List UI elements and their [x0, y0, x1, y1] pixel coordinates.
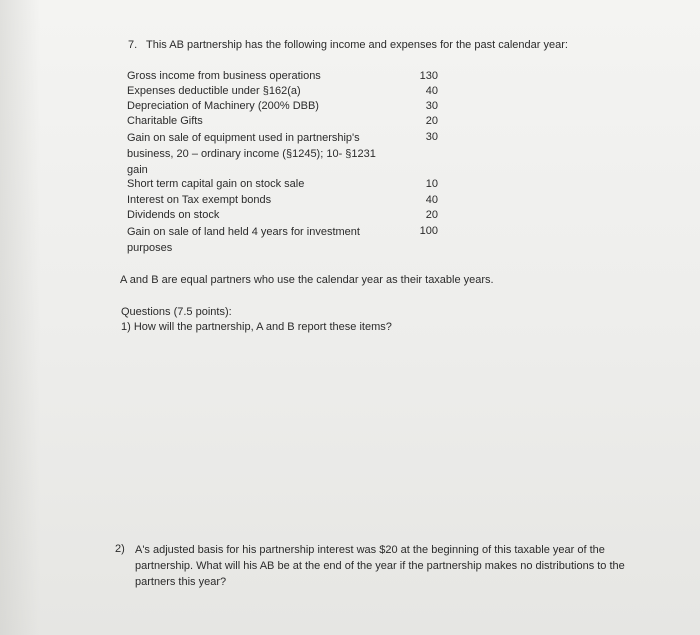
question-2: A's adjusted basis for his partnership interest was $20 at the beginning of this taxable year of the partnership. What will his AB be at the end of the year if the partnership makes no distributions to the partners this year?: [135, 544, 625, 588]
item-amount: 100: [419, 225, 438, 237]
item-amount: 20: [425, 115, 438, 127]
item-amount: 30: [425, 131, 438, 143]
question-number: 7.: [128, 39, 138, 51]
question-1: 1) How will the partnership, A and B report these items?: [121, 321, 392, 333]
item-label: Gain on sale of land held 4 years for investment purposes: [127, 226, 360, 254]
partners-note: A and B are equal partners who use the calendar year as their taxable years.: [120, 274, 494, 286]
item-amount: 40: [425, 85, 438, 97]
item-amount: 40: [425, 194, 438, 206]
item-label: Charitable Gifts: [127, 115, 203, 127]
item-label: Dividends on stock: [127, 209, 220, 221]
questions-heading: Questions (7.5 points):: [121, 306, 232, 318]
item-amount: 20: [425, 209, 438, 221]
item-label: Gross income from business operations: [127, 70, 321, 82]
page-shadow: [0, 0, 40, 635]
question-intro: This AB partnership has the following income and expenses for the past calendar year:: [146, 39, 568, 51]
item-label: Depreciation of Machinery (200% DBB): [127, 100, 319, 112]
item-amount: 130: [419, 70, 438, 82]
item-label: Interest on Tax exempt bonds: [127, 194, 272, 206]
item-label: Expenses deductible under §162(a): [127, 85, 301, 97]
item-amount: 10: [425, 178, 438, 190]
question-2-number: 2): [115, 543, 125, 555]
item-label: Gain on sale of equipment used in partnership's business, 20 – ordinary income (§1245); 10- §1231 gain: [127, 132, 376, 176]
item-amount: 30: [425, 100, 438, 112]
item-label: Short term capital gain on stock sale: [127, 178, 305, 190]
